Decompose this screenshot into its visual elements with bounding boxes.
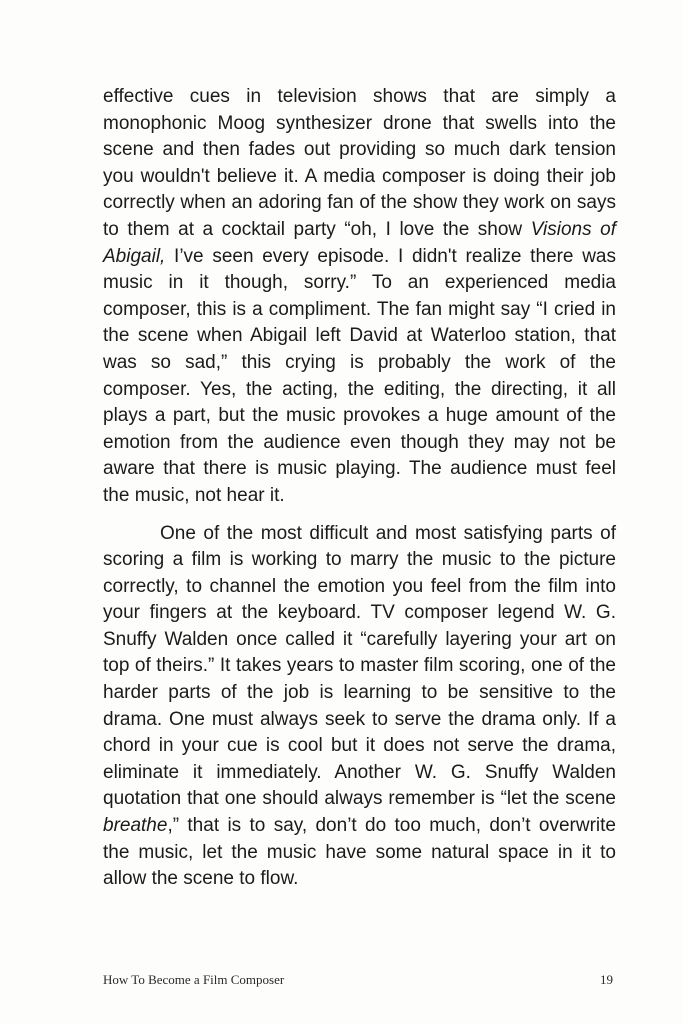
paragraph-1 [103,84,616,510]
page-footer [103,972,613,988]
paragraph-2-text-a: One of the most difficult and most satisfying parts of scoring a film is working to marry the music to the picture correctly, to channel the emotion you feel from the film into your fingers at the keyboard. TV composer legend W. G. Snuffy Walden once called it “carefully layering your art on top of theirs.” It takes years to master film scoring, one of the harder parts of the job is learning to be sensitive to the drama. One must always seek to serve the drama only. If a chord in your cue is cool but it does not serve the drama, eliminate it immediately. Another W. G. Snuffy Walden quotation that one should always remember is “let the scene [103,522,616,810]
breathe-italic: breathe [103,815,168,837]
paragraph-2-text-b: ,” that is to say, don’t do too much, don’t overwrite the music, let the music have some natural space in it to allow the scene to flow. [103,815,616,890]
show-title-italic: Visions of Abigail, [103,218,616,267]
paragraph-1-text-a: effective cues in television shows that are simply a monophonic Moog synthesizer drone that swells into the scene and then fades out providing so much dark tension you wouldn't believe it. A media composer is doing their job correctly when an adoring fan of the show they work on says to them at a cocktail party “oh, I love the show [103,86,616,240]
paragraph-1-text-b: I’ve seen every episode. I didn't realize there was music in it though, sorry.” To an experienced media composer, this is a compliment. The fan might say “I cried in the scene when Abigail left David at Waterloo station, that was so sad,” this crying is probably the work of the composer. Yes, the acting, the editing, the directing, it all plays a part, but the music provokes a huge amount of the emotion from the audience even though they may not be aware that there is music playing. The audience must feel the music, not hear it. [103,245,616,506]
running-footer-title: How To Become a Film Composer [103,972,285,987]
paragraph-2 [103,521,616,893]
page-number: 19 [600,972,613,987]
body-text [103,84,616,893]
